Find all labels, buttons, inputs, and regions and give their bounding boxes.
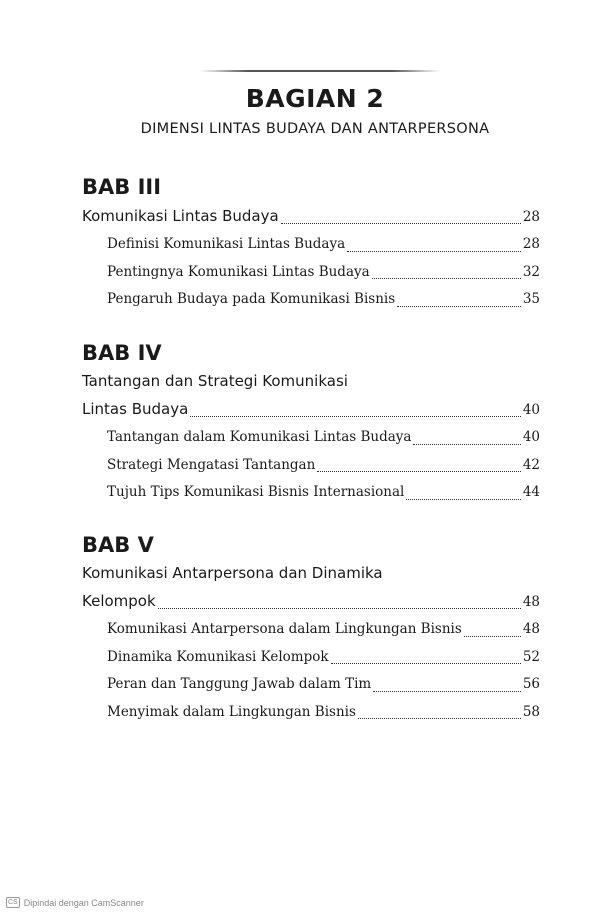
toc-main-title-line[interactable] [82, 560, 540, 587]
chapter-label: BAB IV [82, 341, 162, 365]
dot-leader [406, 499, 520, 500]
toc-section-title: Pengaruh Budaya pada Komunikasi Bisnis [107, 291, 396, 307]
toc-section-entry[interactable] [82, 644, 540, 672]
toc-page-number: 48 [522, 621, 540, 637]
chapter-bab-iii [82, 172, 540, 314]
toc-page-number: 32 [522, 263, 540, 280]
toc-page-number: 28 [522, 209, 540, 225]
dot-leader [331, 663, 521, 664]
toc-page-number: 58 [522, 703, 540, 720]
toc-main-title: Tantangan dan Strategi Komunikasi [82, 372, 348, 390]
toc-page-number: 56 [522, 676, 540, 692]
dot-leader [372, 278, 521, 279]
scanner-watermark [6, 897, 144, 908]
toc-section-title: Strategi Mengatasi Tantangan [107, 456, 316, 473]
toc-page-number: 52 [522, 648, 540, 665]
dot-leader [373, 691, 521, 692]
chapter-bab-iv [82, 338, 540, 507]
toc-main-entry[interactable] [82, 202, 540, 231]
camscanner-icon: CS [8, 899, 18, 906]
toc-section-title: Tujuh Tips Komunikasi Bisnis Internasional [107, 484, 405, 500]
part-subtitle: DIMENSI LINTAS BUDAYA DAN ANTARPERSONA [140, 121, 490, 137]
toc-section-entry[interactable] [82, 286, 540, 314]
dot-leader [317, 471, 521, 472]
toc-page-number: 44 [522, 484, 540, 500]
toc-main-title-line[interactable] [82, 368, 540, 395]
toc-page-number: 35 [522, 291, 540, 307]
toc-page-number: 28 [522, 236, 540, 252]
dot-leader [347, 251, 521, 252]
toc-section-entry[interactable] [82, 699, 540, 727]
chapter-label: BAB V [82, 533, 154, 557]
dot-leader [281, 223, 521, 224]
toc-section-entry[interactable] [82, 231, 540, 259]
toc-section-title: Menyimak dalam Lingkungan Bisnis [107, 703, 356, 720]
toc-section-entry[interactable] [82, 424, 540, 452]
chapter-label: BAB III [82, 175, 162, 199]
toc-section-title: Tantangan dalam Komunikasi Lintas Budaya [107, 429, 412, 445]
dot-leader [190, 416, 521, 417]
toc-page-number: 40 [522, 429, 540, 445]
watermark-text: Dipindai dengan CamScanner [23, 897, 144, 908]
toc-section-title: Komunikasi Antarpersona dalam Lingkungan Bisnis [107, 621, 462, 637]
toc-section-entry[interactable] [82, 479, 540, 507]
dot-leader [397, 306, 521, 307]
toc-page-number: 40 [522, 402, 540, 418]
part-title: BAGIAN 2 [245, 84, 385, 113]
chapter-bab-v [82, 530, 540, 726]
dot-leader [413, 444, 520, 445]
dot-leader [358, 718, 521, 719]
toc-main-title: Komunikasi Antarpersona dan Dinamika [82, 564, 383, 582]
toc-section-entry[interactable] [82, 616, 540, 644]
toc-main-title: Kelompok [82, 592, 156, 610]
dot-leader [464, 636, 521, 637]
toc-section-entry[interactable] [82, 452, 540, 480]
dot-leader [158, 608, 521, 609]
toc-section-title: Definisi Komunikasi Lintas Budaya [107, 236, 346, 252]
toc-page-number: 42 [522, 456, 540, 473]
toc-section-entry[interactable] [82, 671, 540, 699]
top-divider [200, 70, 440, 72]
toc-main-entry[interactable] [82, 587, 540, 616]
toc-main-title: Komunikasi Lintas Budaya [82, 207, 279, 225]
toc-section-entry[interactable] [82, 259, 540, 287]
toc-section-title: Pentingnya Komunikasi Lintas Budaya [107, 263, 370, 280]
toc-section-title: Dinamika Komunikasi Kelompok [107, 648, 329, 665]
toc-page-number: 48 [522, 594, 540, 610]
toc-main-title: Lintas Budaya [82, 400, 189, 418]
toc-main-entry[interactable] [82, 395, 540, 424]
toc-section-title: Peran dan Tanggung Jawab dalam Tim [107, 676, 372, 692]
